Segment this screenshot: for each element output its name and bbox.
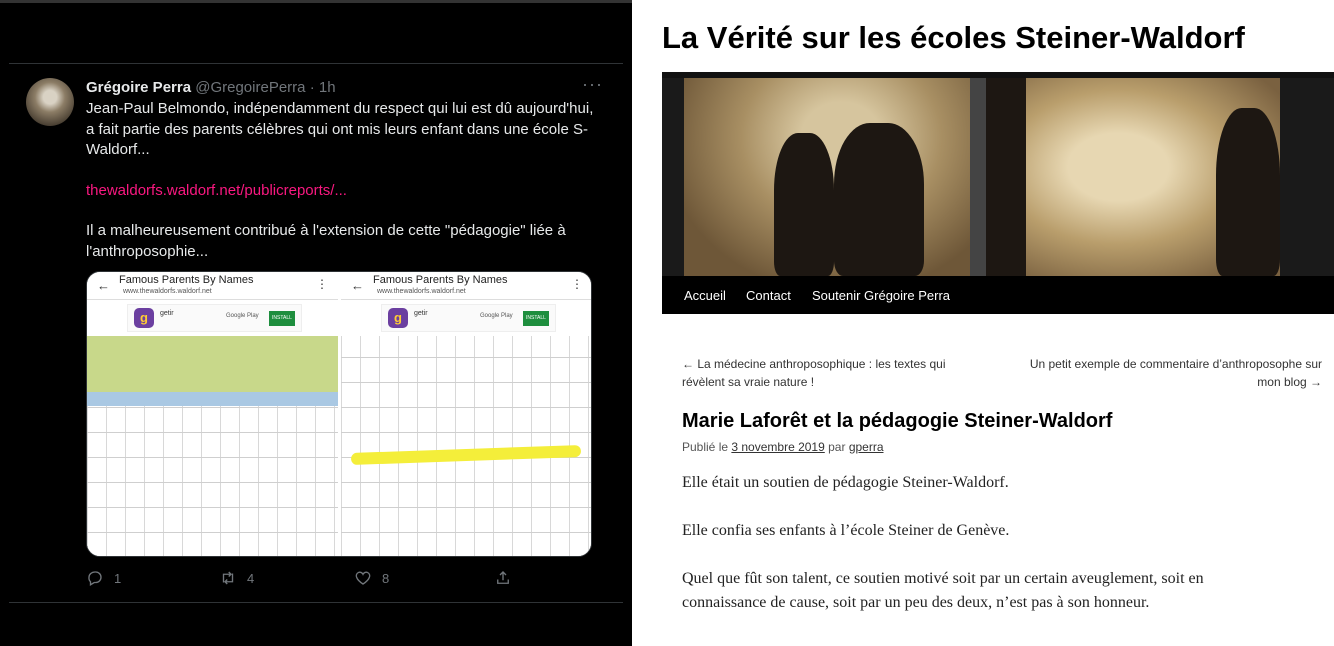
browser-bar [87,272,338,300]
tweet-text-1: Jean-Paul Belmondo, indépendamment du respect qui lui est dû aujourd'hui, a fait partie des parents célèbres qui ont mis leurs enfant dans une école S-Waldorf... [86,100,594,158]
media-page-title: Famous Parents By Names [119,274,254,286]
reply-count: 1 [114,570,122,586]
tweet-link[interactable]: thewaldorfs.waldorf.net/publicreports/... [86,181,347,199]
author-handle[interactable]: @GregoirePerra [195,79,306,96]
yellow-highlight [351,445,581,465]
spreadsheet-image [341,336,592,557]
media-page-url: www.thewaldorfs.waldorf.net [377,288,466,295]
media-page-url: www.thewaldorfs.waldorf.net [123,288,212,295]
reply-button[interactable] [86,569,121,587]
spreadsheet-image [87,336,338,557]
share-icon [494,569,512,587]
share-button[interactable] [494,569,512,587]
tweet-actions [86,569,526,589]
sheet-header-band [87,336,338,392]
post-date-link[interactable]: 3 novembre 2019 [731,440,825,454]
main-nav [662,276,1334,314]
site-title[interactable]: La Vérité sur les écoles Steiner-Waldorf [662,20,1245,55]
menu-dots-icon: ⋮ [571,277,583,291]
getir-logo-icon: g [134,308,154,328]
back-arrow-icon: ← [97,278,110,293]
previous-post-link[interactable]: ← La médecine anthroposophique : les textes qui révèlent sa vraie nature ! [682,357,946,389]
ad-store: Google Play [226,313,259,319]
tweet-header [86,79,336,96]
like-count: 8 [382,570,390,586]
ad-name: getir [414,310,428,317]
top-divider [0,0,632,3]
post-paragraph: Elle était un soutien de pédagogie Steiner-Waldorf. [682,474,1009,491]
ad-name: getir [160,310,174,317]
header-banner-image [662,72,1334,276]
post-paragraph: Quel que fût son talent, ce soutien motivé soit par un certain aveuglement, soit en connaissance de cause, soit par un peu des deux, n’est pas à son honneur. [682,570,1204,611]
menu-dots-icon: ⋮ [316,277,328,291]
retweet-button[interactable] [219,569,254,587]
family-photo [684,78,970,276]
avatar[interactable] [26,78,74,126]
tweet-panel [0,0,632,646]
browser-bar [341,272,592,300]
sheet-column-band [87,392,338,406]
photo-figure [774,133,834,276]
tweet-text [86,99,596,282]
post-author-link[interactable]: gperra [848,440,884,454]
meta-by: par [828,440,846,454]
post-paragraph: Elle confia ses enfants à l’école Steiner de Genève. [682,522,1010,539]
author-name[interactable]: Grégoire Perra [86,79,192,96]
back-arrow-icon: ← [351,278,364,293]
photo-figure [986,78,1026,276]
getir-logo-icon: g [388,308,408,328]
ad-banner [127,304,302,332]
photo-figure [834,123,924,276]
tweet[interactable] [9,63,623,603]
reply-icon [86,569,104,587]
ad-banner [381,304,556,332]
post-meta [682,440,884,454]
meta-prefix: Publié le [682,440,729,454]
child-photo [986,78,1280,276]
nav-item-contact[interactable]: Contact [746,288,791,303]
like-button[interactable] [354,569,389,587]
media-image-1[interactable] [87,272,338,557]
tweet-time[interactable]: 1h [318,79,336,96]
heart-icon [354,569,372,587]
media-page-title: Famous Parents By Names [373,274,508,286]
ad-install-button: INSTALL [269,311,295,326]
ad-store: Google Play [480,313,513,319]
banner-divider [970,78,986,276]
next-post-link[interactable]: Un petit exemple de commentaire d’anthroposophe sur mon blog → [1029,357,1322,389]
post-title[interactable]: Marie Laforêt et la pédagogie Steiner-Waldorf [682,410,1113,432]
retweet-icon [219,569,237,587]
time-separator: · [309,79,315,96]
ad-install-button: INSTALL [523,311,549,326]
more-options-icon[interactable]: ··· [582,74,603,94]
tweet-text-2: Il a malheureusement contribué à l'extension de cette "pédagogie" liée à l'anthroposophie... [86,222,566,260]
tweet-media[interactable] [86,271,592,557]
blog-panel [632,0,1334,646]
retweet-count: 4 [247,570,255,586]
photo-figure [1216,108,1280,276]
nav-item-soutenir[interactable]: Soutenir Grégoire Perra [812,288,951,303]
media-image-2[interactable] [341,272,592,557]
nav-item-accueil[interactable]: Accueil [684,288,726,303]
